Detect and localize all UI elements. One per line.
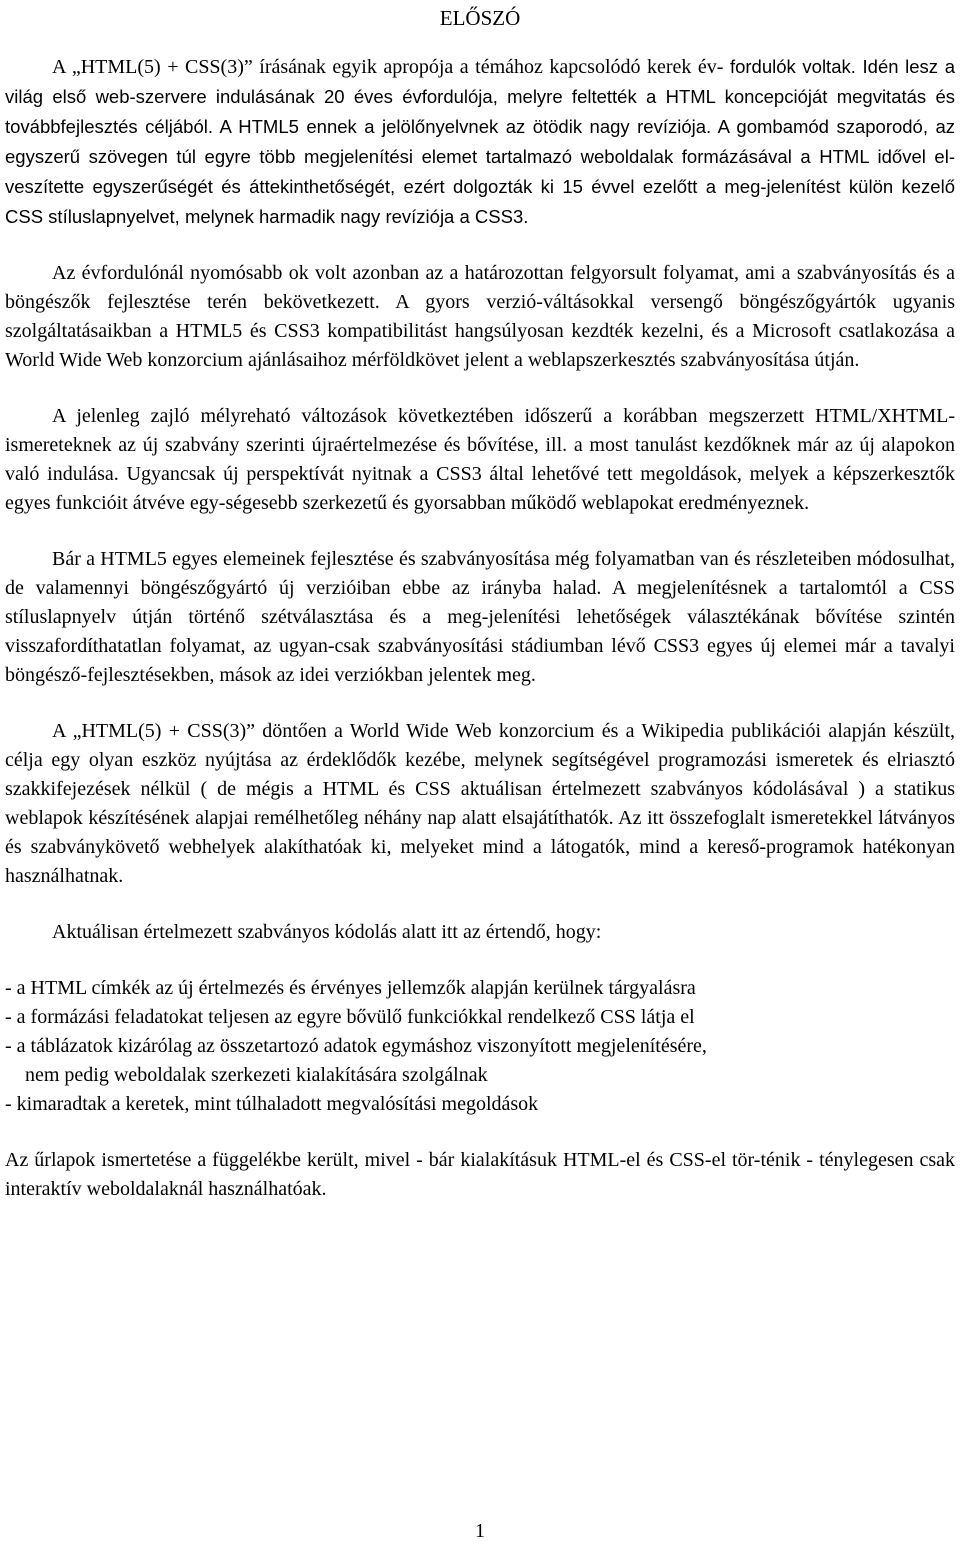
list-item: - a formázási feladatokat teljesen az egyre bővülő funkciókkal rendelkező CSS látja el (5, 1006, 695, 1028)
paragraph-2: Az évfordulónál nyomósabb ok volt azonban az a határozottan felgyorsult folyamat, ami a szabványosítás és a böngészők fejlesztése terén bekövetkezett. A gyors verzió-váltásokkal versengő böngészőgyártók ugyanis szolgáltatásaikban a HTML5 és CSS3 kompatibilitást hangsúlyosan kezdték kezelni, és a Microsoft csatlakozása a World Wide Web konzorcium ajánlásaihoz mérföldkövet jelent a weblapszerkesztés szabványosítása útján. (5, 262, 955, 371)
criteria-list (5, 974, 955, 1119)
list-item-continuation: nem pedig weboldalak szerkezeti kialakítására szolgálnak (25, 1064, 488, 1086)
paragraph-4: Bár a HTML5 egyes elemeinek fejlesztése és szabványosítása még folyamatban van és részleteiben módosulhat, de valamennyi böngészőgyártó új verzióiban ebbe az irányba halad. A megjelenítésnek a tartalomtól a CSS stíluslapnyelv útján történő szétválasztása és a meg-jelenítési lehetőségek választékának bővítése szintén visszafordíthatatlan folyamat, az ugyan-csak szabványosítási stádiumban lévő CSS3 egyes új elemei már a tavalyi böngésző-fejlesztésekben, mások az idei verziókban jelentek meg. (5, 548, 955, 686)
list-item: - a HTML címkék az új értelmezés és érvényes jellemzők alapján kerülnek tárgyalásra (5, 977, 696, 999)
paragraph-1-serif-text: A „HTML(5) + CSS(3)” írásának egyik apropója a témához kapcsolódó kerek év- (52, 56, 724, 78)
paragraph-1 (5, 52, 955, 232)
paragraph-6: Aktuálisan értelmezett szabványos kódolás alatt itt az értendő, hogy: (52, 921, 602, 943)
closing-paragraph: Az űrlapok ismertetése a függelékbe került, mivel - bár kialakításuk HTML-el és CSS-el tör-ténik - ténylegesen csak interaktív weboldalaknál használhatóak. (5, 1149, 955, 1200)
paragraph-5: A „HTML(5) + CSS(3)” döntően a World Wide Web konzorcium és a Wikipedia publikációi alapján készült, célja egy olyan eszköz nyújtása az érdeklődők kezébe, melynek segítségével programozási ismeretek és elriasztó szakkifejezések nélkül ( de mégis a HTML és CSS aktuálisan értelmezett szabványos kódolásával ) a statikus weblapok készítésének alapjai remélhetőleg néhány nap alatt elsajátíthatók. Az itt összefoglalt ismeretekkel látványos és szabványkövető webhelyek alakíthatóak ki, melyeket mind a látogatók, mind a kereső-programok hatékonyan használhatnak. (5, 720, 955, 887)
document-page (5, 0, 955, 1204)
paragraph-3: A jelenleg zajló mélyreható változások következtében időszerű a korábban megszerzett HTML/XHTML-ismereteknek az új szabvány szerinti újraértelmezése és bővítése, ill. a most tanulást kezdőknek már az új alapokon való indulása. Ugyancsak új perspektívát nyitnak a CSS3 által lehetővé tett megoldások, melyek a képszerkesztők egyes funkcióit átvéve egy-ségesebb szerkezetű és gyorsabban működő weblapokat eredményeznek. (5, 405, 955, 514)
list-item: - kimaradtak a keretek, mint túlhaladott megvalósítási megoldások (5, 1093, 539, 1115)
page-number: 1 (475, 1520, 485, 1542)
paragraph-1-sans-text: fordulók voltak. Idén lesz a világ első web-szervere indulásának 20 éves évfordulója, melyre feltették a HTML koncepcióját megvitatás és továbbfejlesztés céljából. A HTML5 ennek a jelölőnyelvnek az ötödik nagy revíziója. A gombamód szaporodó, az egyszerű szövegen túl egyre több megjelenítési elemet tartalmazó weboldalak formázásával a HTML idővel el-veszítette egyszerűségét és áttekinthetőségét, ezért dolgozták ki 15 évvel ezelőtt a meg-jelenítést külön kezelő CSS stíluslapnyelvet, melynek harmadik nagy revíziója a CSS3. (5, 56, 955, 227)
document-title: ELŐSZÓ (439, 6, 521, 30)
list-item: - a táblázatok kizárólag az összetartozó adatok egymáshoz viszonyított megjelenítésére, (5, 1035, 707, 1057)
